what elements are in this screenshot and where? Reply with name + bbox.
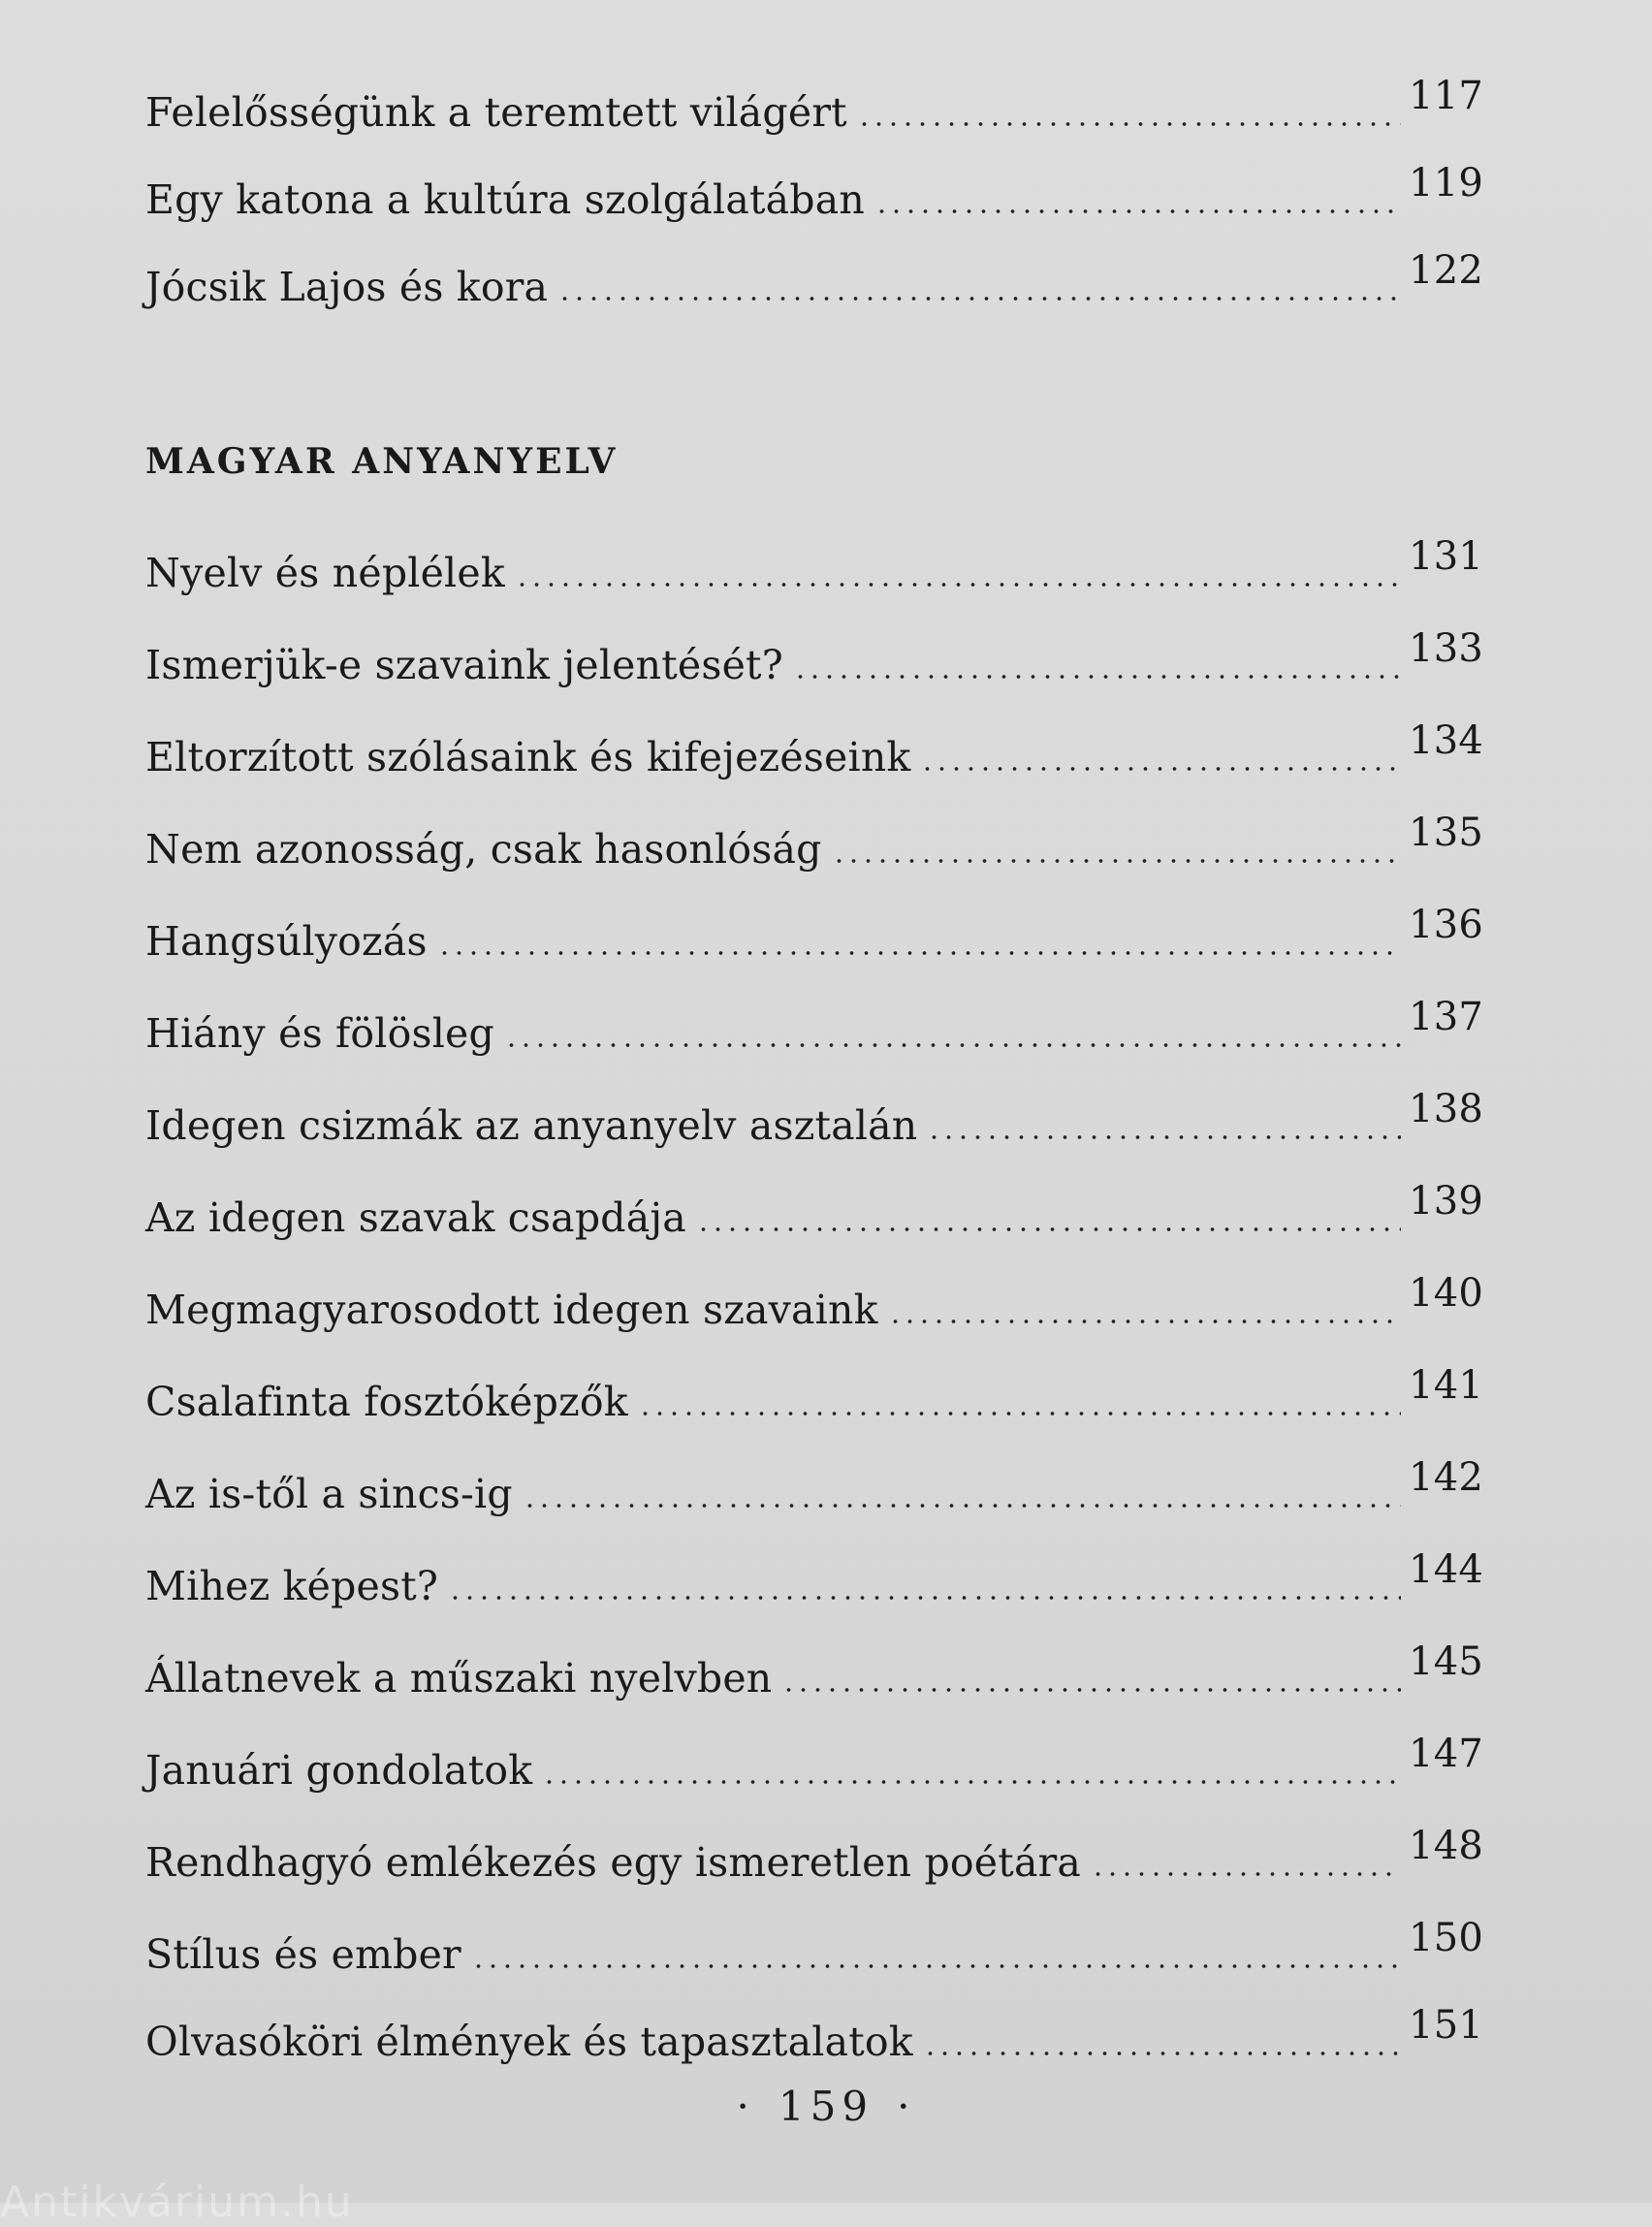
toc-entry (145, 1997, 1483, 2065)
page-number-separator: · (897, 2083, 916, 2130)
dot-leader (504, 1043, 1401, 1047)
dot-leader (888, 1320, 1401, 1323)
dot-leader (696, 1227, 1401, 1231)
toc-entry (145, 155, 1483, 223)
toc-entry (145, 1634, 1483, 1702)
toc-entry-title: Eltorzított szólásaink és kifejezéseink (145, 734, 911, 780)
toc-entry (145, 989, 1483, 1057)
toc-entry (145, 805, 1483, 873)
toc-entry-title: Januári gondolatok (145, 1747, 533, 1794)
section-heading: MAGYAR ANYANYELV (145, 441, 619, 482)
toc-entry-title: Mihez képest? (145, 1563, 439, 1609)
toc-entry-title: Az idegen szavak csapdája (145, 1194, 686, 1241)
toc-entry-title: Hangsúlyozás (145, 918, 428, 965)
toc-entry-title: Idegen csizmák az anyanyelv asztalán (145, 1102, 918, 1149)
dot-leader (927, 1135, 1401, 1139)
toc-entry-title: Hiány és fölösleg (145, 1010, 494, 1057)
toc-entry (145, 1910, 1483, 1978)
page-number-value: 159 (778, 2083, 874, 2130)
dot-leader (638, 1412, 1401, 1416)
toc-entry-page: 150 (1409, 1916, 1483, 1960)
toc-entry (145, 620, 1483, 688)
toc-entry-title: Csalafinta fosztóképzők (145, 1379, 628, 1425)
dot-leader (557, 297, 1401, 301)
toc-entry (145, 68, 1483, 136)
dot-leader (793, 675, 1401, 679)
toc-entry-page: 151 (1409, 2003, 1483, 2048)
toc-entry-title: Nem azonosság, csak hasonlóság (145, 826, 822, 873)
toc-entry-page: 141 (1409, 1363, 1483, 1408)
toc-entry-title: Jócsik Lajos és kora (145, 264, 549, 310)
dot-leader (874, 209, 1401, 213)
toc-entry (145, 1542, 1483, 1609)
toc-entry-page: 133 (1409, 626, 1483, 671)
toc-entry-title: Nyelv és néplélek (145, 550, 505, 596)
toc-entry-title: Ismerjük-e szavaink jelentését? (145, 642, 783, 688)
dot-leader (832, 859, 1402, 863)
toc-entry-title: Megmagyarosodott idegen szavaink (145, 1287, 878, 1333)
toc-entry (145, 1265, 1483, 1333)
toc-entry-title: Stílus és ember (145, 1931, 461, 1978)
toc-entry (145, 713, 1483, 780)
toc-entry-page: 137 (1409, 995, 1483, 1039)
dot-leader (1091, 1872, 1401, 1876)
dot-leader (781, 1688, 1401, 1692)
toc-entry-page: 144 (1409, 1547, 1483, 1592)
dot-leader (515, 583, 1401, 587)
toc-entry-page: 140 (1409, 1271, 1483, 1316)
toc-entry (145, 1818, 1483, 1886)
toc-entry-page: 134 (1409, 718, 1483, 763)
toc-entry (145, 242, 1483, 310)
toc-entry-page: 117 (1409, 74, 1483, 118)
toc-entry-page: 147 (1409, 1732, 1483, 1776)
toc-entry-title: Felelősségünk a teremtett világért (145, 89, 847, 136)
toc-entry-page: 139 (1409, 1179, 1483, 1224)
toc-entry-title: Olvasóköri élmények és tapasztalatok (145, 2019, 913, 2065)
toc-entry-title: Állatnevek a műszaki nyelvben (145, 1655, 773, 1702)
toc-entry (145, 1081, 1483, 1149)
dot-leader (857, 122, 1401, 126)
page-number-separator: · (736, 2083, 755, 2130)
toc-entry (145, 1449, 1483, 1517)
toc-entry-page: 138 (1409, 1087, 1483, 1131)
toc-entry-title: Egy katona a kultúra szolgálatában (145, 176, 865, 223)
toc-entry-page: 148 (1409, 1824, 1483, 1868)
toc-entry (145, 897, 1483, 965)
toc-entry-page: 119 (1409, 161, 1483, 206)
dot-leader (437, 951, 1401, 955)
toc-entry-page: 142 (1409, 1455, 1483, 1500)
dot-leader (471, 1964, 1401, 1968)
dot-leader (448, 1596, 1401, 1600)
toc-entry (145, 1726, 1483, 1794)
dot-leader (920, 767, 1401, 771)
toc-entry-page: 131 (1409, 534, 1483, 579)
dot-leader (542, 1780, 1401, 1784)
watermark: Antikvárium.hu (0, 2178, 354, 2227)
toc-entry-title: Az is-től a sincs-ig (145, 1471, 513, 1517)
dot-leader (523, 1504, 1401, 1508)
toc-entry-page: 135 (1409, 811, 1483, 855)
toc-entry (145, 1357, 1483, 1425)
toc-entry (145, 528, 1483, 596)
toc-entry (145, 1173, 1483, 1241)
dot-leader (923, 2052, 1401, 2055)
toc-entry-title: Rendhagyó emlékezés egy ismeretlen poétára (145, 1839, 1082, 1886)
page-number (0, 2083, 1652, 2130)
toc-entry-page: 136 (1409, 903, 1483, 947)
toc-entry-page: 122 (1409, 248, 1483, 293)
toc-entry-page: 145 (1409, 1639, 1483, 1684)
